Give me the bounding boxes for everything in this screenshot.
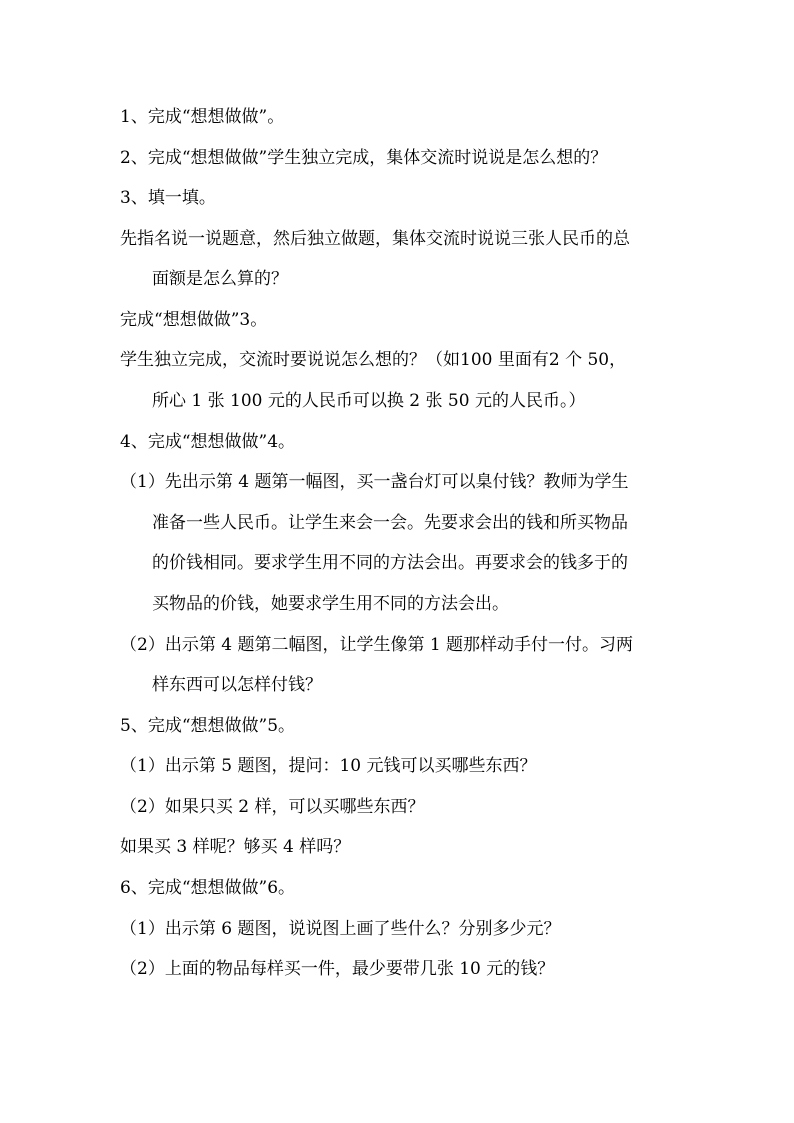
item-5-sub-2-line: （2）如果只买 2 样，可以买哪些东西？ [120,796,425,817]
item-6-sub-1-line: （1）出示第 6 题图，说说图上画了些什么？分别多少元？ [120,918,561,939]
item-4-sub-1-line: 的价钱相同。要求学生用不同的方法会出。再要求会的钱多于的 [152,553,628,574]
item-4-sub-2-line: 样东西可以怎样付钱？ [152,675,322,696]
item-6-sub-2-line: （2）上面的物品每样买一件，最少要带几张 10 元的钱？ [120,959,555,980]
item-3-heading: 3、填一填。 [120,188,216,209]
item-3-paragraph-line: 先指名说一说题意，然后独立做题，集体交流时说说三张人民币的总 [120,228,630,249]
item-6-heading: 6、完成“想想做做”6。 [120,877,296,898]
item-4-sub-1-line: （1）先出示第 4 题第一幅图，买一盏台灯可以臬付钱？教师为学生 [120,472,629,493]
item-2-heading: 2、完成“想想做做”学生独立完成，集体交流时说说是怎么想的？ [120,147,608,168]
item-5-sub-1-line: （1）出示第 5 题图，提问：10 元钱可以买哪些东西？ [120,756,537,777]
item-4-sub-1-line: 买物品的价钱，她要求学生用不同的方法会出。 [152,593,509,614]
item-4-heading: 4、完成“想想做做”4。 [120,431,296,452]
item-5-heading: 5、完成“想想做做”5。 [120,715,296,736]
item-3-paragraph-line: 学生独立完成，交流时要说说怎么想的？（如100 里面有2 个 50， [120,350,627,371]
item-1-heading: 1、完成“想想做做”。 [120,107,285,127]
item-3-paragraph-line: 面额是怎么算的？ [152,269,288,290]
item-3-subheading: 完成“想想做做”3。 [120,309,268,330]
document-body [120,104,680,983]
item-4-sub-1-line: 准备一些人民币。让学生来会一会。先要求会出的钱和所买物品 [152,512,628,533]
item-4-sub-2-line: （2）出示第 4 题第二幅图，让学生像第 1 题那样动手付一付。习两 [120,634,634,655]
item-5-paragraph-line: 如果买 3 样呢？够买 4 样吗？ [120,837,351,858]
item-3-paragraph-line: 所心 1 张 100 元的人民币可以换 2 张 50 元的人民币。） [152,391,586,412]
